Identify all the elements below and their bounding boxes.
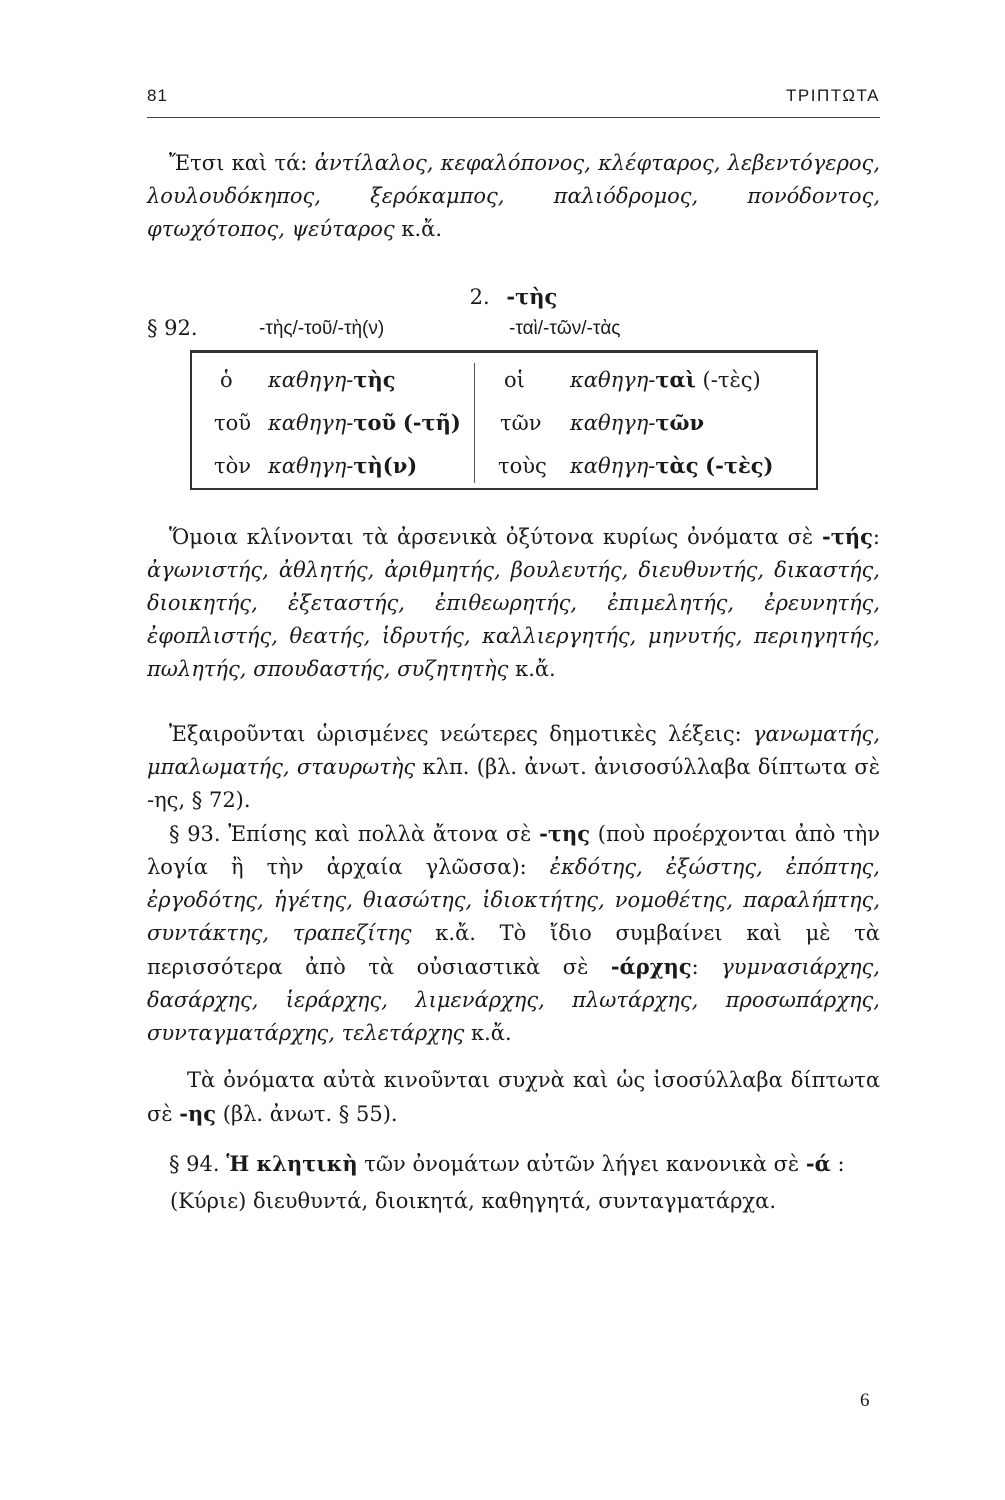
p93-suffix-arches: -άρχης: [610, 954, 692, 979]
subheading-number: 2.: [469, 285, 490, 309]
sg-alt-ending: (-τῆ): [402, 410, 461, 435]
onomata-lead: Τὰ ὀνόματα αὐτὰ κινοῦνται συχνὰ καὶ ὡς ἰσοσύλλαβα δίπτωτα σὲ: [147, 1068, 880, 1126]
omoia-words: ἀγωνιστής, ἀθλητής, ἀριθμητής, βουλευτής, διευθυντής, δικαστής, διοικητής, ἐξεταστής, ἐπιθεωρητής, ἐπιμελητής, ἐρευνητής, ἐφοπλιστής, θεατής, ἱδρυτής, καλλιεργητής, μηνυτής, περιηγητής, πωλητής, σπουδαστής, συζητητὴς: [147, 558, 880, 681]
p93-mid2: κ.ἄ. Τὸ ἴδιο συμβαίνει καὶ μὲ τὰ περισσότερα ἀπὸ τὰ οὐσιαστικὰ σὲ: [147, 921, 880, 979]
sg-form-nom: [268, 365, 396, 395]
pl-article-gen: τῶν: [500, 411, 542, 435]
singular-endings-header: -τὴς/-τοῦ/-τὴ(ν): [259, 318, 385, 339]
onomata-tail: (βλ. ἀνωτ. § 55).: [222, 1102, 398, 1126]
sg-ending: τὴ(ν): [353, 453, 418, 478]
pl-stem: καθηγη-: [570, 454, 656, 478]
p94-bold: Ἡ κλητικὴ: [226, 1151, 358, 1176]
pl-ending: τὰς: [655, 453, 699, 478]
omoia-lead: Ὅμοια κλίνονται τὰ ἀρσενικὰ ὀξύτονα κυρίως ὀνόματα σὲ: [169, 525, 814, 549]
pl-alt-ending: (-τὲς): [702, 368, 761, 392]
pl-ending: ταὶ: [655, 367, 696, 392]
subheading-suffix: -τὴς: [506, 284, 558, 309]
etsi-tail: κ.ἄ.: [401, 217, 443, 241]
p93-tail: κ.ἄ.: [470, 1021, 512, 1045]
p94-lead: § 94.: [169, 1152, 220, 1176]
sg-article-gen: τοῦ: [214, 411, 252, 435]
table-divider: [474, 363, 475, 483]
paradigm-table: [190, 350, 818, 490]
sg-ending: τοῦ: [353, 410, 397, 435]
sg-form-gen: [268, 408, 461, 438]
pl-ending: τῶν: [655, 410, 705, 435]
running-title: ΤΡΙΠΤΩΤΑ: [786, 86, 880, 105]
header-rule: [147, 117, 880, 118]
sg-form-acc: [268, 451, 417, 481]
pl-stem: καθηγη-: [570, 368, 656, 392]
p93-suffix-tes: -της: [539, 821, 591, 846]
section-92-header: [147, 316, 880, 346]
paragraph-94: [147, 1147, 880, 1181]
plural-endings-header: -ταὶ/-τῶν/-τὰς: [509, 318, 621, 339]
p94-suffix: -ά: [805, 1151, 831, 1176]
p94-mid: τῶν ὀνομάτων αὐτῶν λήγει κανονικὰ σὲ: [364, 1152, 800, 1176]
pl-form-gen: [570, 408, 704, 438]
sg-article-nom: ὁ: [220, 368, 233, 392]
sg-stem: καθηγη-: [268, 368, 354, 392]
paragraph-onomata: [147, 1064, 880, 1131]
paragraph-exairountai: [147, 718, 880, 817]
paragraph-93: § 93. Ἐπίσης καὶ πολλὰ ἄτονα σὲ -της (ποὺ προέρχονται ἀπὸ τὴν λογία ἢ τὴν ἀρχαία γλῶσσα): ἐκδότης, ἐξώστης, ἐπόπτης, ἐργοδότης, ἡγέτης, θιασώτης, ἰδιοκτήτης, νομοθέτης, παραλήπτης, συντάκτης, τραπεζίτης κ.ἄ. Τὸ ἴδιο συμβαίνει καὶ μὲ τὰ περισσότερα ἀπὸ τὰ οὐσιαστικὰ σὲ -άρχης: γυμνασιάρχης, δασάρχης, ἱεράρχης, λιμενάρχης, πλωτάρχης, προσωπάρχης, συνταγματάρχης, τελετάρχης κ.ἄ.: [147, 821, 880, 1045]
p94-colon: :: [837, 1152, 845, 1176]
sg-stem: καθηγη-: [268, 411, 354, 435]
exairountai-lead: Ἐξαιροῦνται ὡρισμένες νεώτερες δημοτικὲς λέξεις:: [169, 722, 742, 746]
pl-stem: καθηγη-: [570, 411, 656, 435]
pl-form-acc: [570, 451, 773, 481]
signature-mark: 6: [860, 1390, 870, 1411]
omoia-tail: κ.ἄ.: [515, 657, 556, 681]
exairountai-words: γανωματής, μπαλωματής, σταυρωτὴς: [147, 722, 880, 779]
section-92-label: § 92.: [147, 316, 198, 340]
p93-mid1: (ποὺ προέρχονται ἀπὸ τὴν λογία ἢ τὴν ἀρχαία γλῶσσα):: [147, 822, 880, 879]
sg-article-acc: τὸν: [214, 454, 252, 478]
subheading-tes: [147, 280, 880, 314]
paragraph-omoia: Ὅμοια κλίνονται τὰ ἀρσενικὰ ὀξύτονα κυρίως ὀνόματα σὲ -τής: ἀγωνιστής, ἀθλητής, ἀριθμητής, βουλευτής, διευθυντής, δικαστής, διοικητής, ἐξεταστής, ἐπιθεωρητής, ἐπιμελητής, ἐρευνητής, ἐφοπλιστής, θεατής, ἱδρυτής, καλλιεργητής, μηνυτής, περιηγητής, πωλητής, σπουδαστής, συζητητὴς κ.ἄ.: [147, 524, 880, 681]
exairountai-tail: κλπ. (βλ. ἀνωτ. ἀνισοσύλλαβα δίπτωτα σὲ -ης, § 72).: [147, 755, 880, 812]
pl-article-nom: οἱ: [504, 368, 525, 392]
paragraph-etsi: [147, 147, 880, 246]
omoia-suffix: -τής: [822, 524, 873, 549]
page-number: 81: [147, 86, 168, 105]
pl-article-acc: τοὺς: [498, 454, 547, 478]
p93-lead: § 93. Ἐπίσης καὶ πολλὰ ἄτονα σὲ: [169, 822, 532, 846]
running-header: [147, 82, 880, 110]
pl-alt-ending: (-τὲς): [705, 453, 774, 478]
pl-form-nom: [570, 365, 761, 395]
p93-words2: γυμνασιάρχης, δασάρχης, ἱεράρχης, λιμενάρχης, πλωτάρχης, προσωπάρχης, συνταγματάρχης, τελετάρχης: [147, 955, 880, 1045]
p93-words1: ἐκδότης, ἐξώστης, ἐπόπτης, ἐργοδότης, ἡγέτης, θιασώτης, ἰδιοκτήτης, νομοθέτης, παραλήπτης, συντάκτης, τραπεζίτης: [147, 855, 880, 945]
example-94: (Κύριε) διευθυντά, διοικητά, καθηγητά, συνταγματάρχα.: [170, 1189, 777, 1213]
etsi-words: ἀντίλαλος, κεφαλόπονος, κλέφταρος, λεβεντόγερος, λουλουδόκηπος, ξερόκαμπος, παλιόδρομος, πονόδοντος, φτωχότοπος, ψεύταρος: [147, 151, 880, 241]
sg-stem: καθηγη-: [268, 454, 354, 478]
etsi-lead: Ἔτσι καὶ τά:: [169, 151, 308, 175]
sg-ending: τὴς: [353, 367, 396, 392]
onomata-suffix: -ης: [179, 1101, 217, 1126]
